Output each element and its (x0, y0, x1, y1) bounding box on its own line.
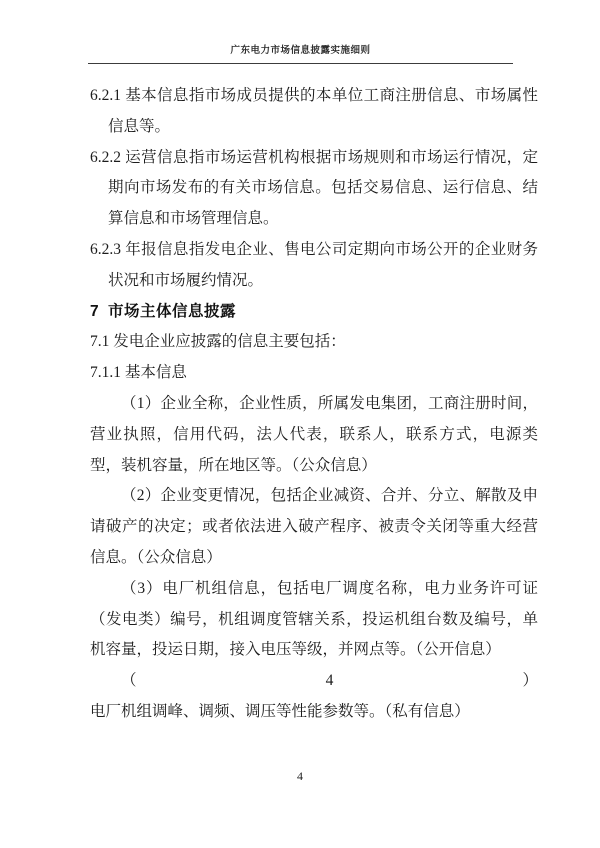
clause-6-2-2 (90, 143, 538, 235)
clause-number: 6.2.1 (90, 87, 121, 104)
clause-text: 基本信息 (124, 364, 187, 382)
clause-text: 运营信息指市场运营机构根据市场规则和市场运行情况，定期向市场发布的有关市场信息。包括交易信息、运行信息、结算信息和市场管理信息。 (108, 148, 538, 228)
page-number: 4 (297, 769, 303, 783)
page-footer (0, 768, 600, 784)
item-text: 企业变更情况，包括企业减资、合并、分立、解散及申请破产的决定；或者依法进入破产程序、被责令关闭等重大经营信息。（公众信息） (90, 487, 538, 566)
section-number: 7 (90, 302, 100, 320)
clause-text: 发电企业应披露的信息主要包括： (113, 333, 346, 351)
item-marker: （2） (121, 487, 161, 505)
item-marker: （1） (121, 394, 161, 412)
clause-number: 7.1.1 (90, 364, 121, 382)
clause-7-1-1 (90, 358, 538, 389)
list-item-4 (90, 666, 538, 728)
clause-text: 基本信息指市场成员提供的本单位工商注册信息、市场属性信息等。 (108, 87, 538, 135)
item-text: 电厂机组调峰、调频、调压等性能参数等。（私有信息） (90, 702, 470, 720)
list-item-1 (90, 389, 538, 481)
section-7-heading (90, 297, 538, 328)
clause-7-1 (90, 327, 538, 358)
item-text: 企业全称，企业性质，所属发电集团，工商注册时间，营业执照，信用代码，法人代表，联系人，联系方式，电源类型，装机容量，所在地区等。（公众信息） (90, 394, 538, 474)
clause-6-2-1 (90, 81, 538, 143)
page-header (88, 40, 513, 64)
document-body (90, 81, 538, 728)
clause-number: 6.2.3 (90, 240, 121, 258)
item-marker: （3） (121, 579, 163, 597)
clause-6-2-3 (90, 235, 538, 297)
list-item-2 (90, 481, 538, 573)
clause-number: 6.2.2 (90, 148, 121, 166)
header-title: 广东电力市场信息披露实施细则 (230, 45, 371, 56)
item-text: 电厂机组信息，包括电厂调度名称，电力业务许可证（发电类）编号，机组调度管辖关系，投运机组台数及编号，单机容量，投运日期，接入电压等级，并网点等。（公开信息） (90, 579, 538, 659)
item-marker: （4） (121, 672, 538, 690)
list-item-3 (90, 574, 538, 666)
clause-text: 年报信息指发电企业、售电公司定期向市场公开的企业财务状况和市场履约情况。 (108, 240, 538, 289)
section-title: 市场主体信息披露 (108, 302, 237, 320)
clause-number: 7.1 (90, 333, 110, 351)
